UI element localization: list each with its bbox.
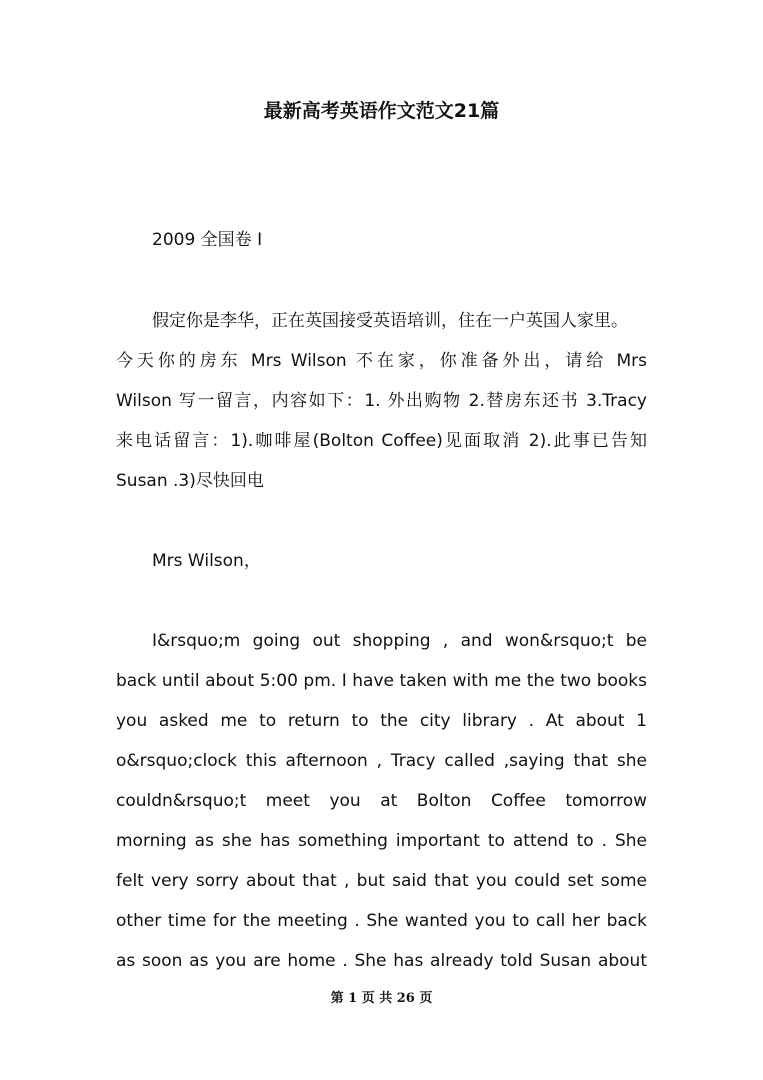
- essay-line: other time for the meeting . She wanted you to call her back: [116, 911, 647, 931]
- prompt-line: Wilson 写一留言，内容如下：1. 外出购物 2.替房东还书 3.Tracy: [116, 391, 647, 411]
- essay-line: as soon as you are home . She has already told Susan about: [116, 951, 647, 971]
- essay-line: couldn&rsquo;t meet you at Bolton Coffee tomorrow: [116, 791, 647, 811]
- essay-line: felt very sorry about that , but said that you could set some: [116, 871, 647, 891]
- prompt-line: 假定你是李华，正在英国接受英语培训，住在一户英国人家里。: [152, 311, 628, 331]
- prompt-line: Susan .3)尽快回电: [116, 471, 264, 491]
- letter-salutation: Mrs Wilson，: [152, 551, 261, 571]
- prompt-line: 来电话留言：1).咖啡屋(Bolton Coffee)见面取消 2).此事已告知: [116, 431, 647, 451]
- section-heading: 2009 全国卷 I: [152, 230, 263, 250]
- document-title: 最新高考英语作文范文21篇: [263, 100, 500, 122]
- essay-line: morning as she has something important to attend to . She: [116, 831, 647, 851]
- prompt-line: 今天你的房东 Mrs Wilson 不在家，你准备外出，请给 Mrs: [116, 351, 647, 371]
- essay-line: back until about 5:00 pm. I have taken with me the two books: [116, 671, 647, 691]
- page-number: 第 1 页 共 26 页: [330, 991, 433, 1006]
- essay-line: you asked me to return to the city library . At about 1: [116, 711, 647, 731]
- essay-line: o&rsquo;clock this afternoon , Tracy called ,saying that she: [116, 751, 647, 771]
- essay-line: I&rsquo;m going out shopping , and won&rsquo;t be: [152, 631, 647, 651]
